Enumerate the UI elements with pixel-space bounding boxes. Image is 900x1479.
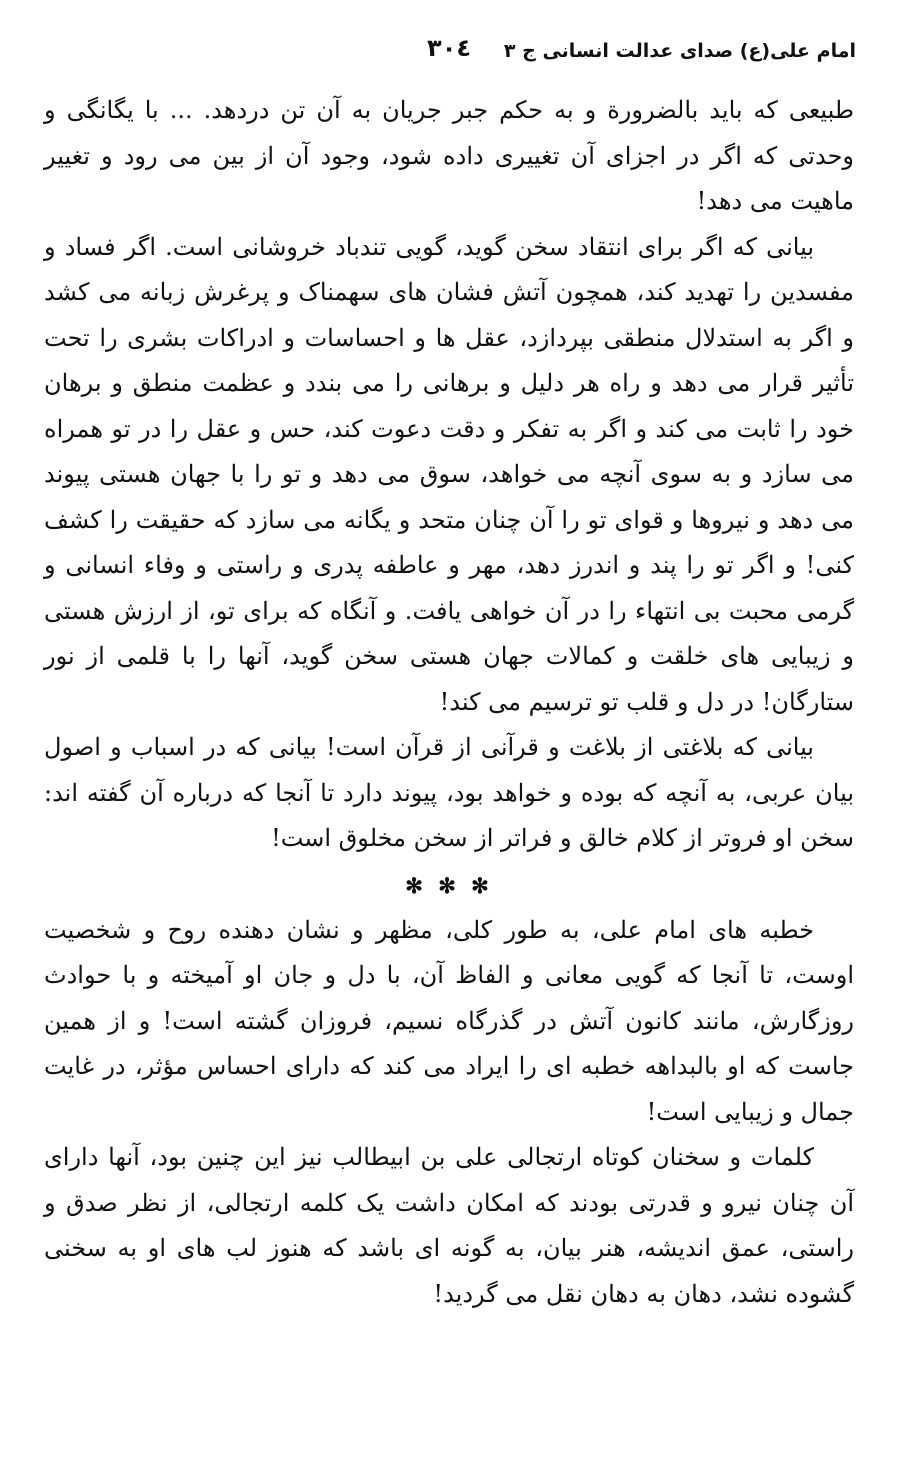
- running-title: امام علی(ع) صدای عدالت انسانی ج ۳: [503, 40, 856, 62]
- paragraph-eloquence: بیانی که اگر برای انتقاد سخن گوید، گویی تندباد خروشانی است. اگر فساد و مفسدین را تهدید کند، همچون آتش فشان های سهمناک و پرغرش زبانه می کشد و اگر به استدلال منطقی بپردازد، عقل ها و احساسات و ادراکات بشری را تحت تأثیر قرار می دهد و راه هر دلیل و برهانی را می بندد و عظمت منطق و برهان خود را ثابت می کند و اگر به تفکر و دقت دعوت کند، حس و عقل را در تو همراه می سازد و به سوی آنچه می خواهد، سوق می دهد و تو را با جهان هستی پیوند می دهد و نیروها و قوای تو را آن چنان متحد و یگانه می سازد که حقیقت را کشف کنی! و اگر تو را پند و اندرز دهد، مهر و عاطفه پدری و راستی و وفاء انسانی و گرمی محبت بی انتهاء را در آن خواهی یافت. و آنگاه که برای تو، از ارزش هستی و زیبایی های خلقت و کمالات جهان هستی سخن گوید، آنها را با قلمی از نور ستارگان! در دل و قلب تو ترسیم می کند!: [44, 232, 855, 716]
- paragraph-rhetoric: بیانی که بلاغتی از بلاغت و قرآنی از قرآن است! بیانی که در اسباب و اصول بیان عربی، به آنچه که بوده و خواهد بود، پیوند دارد تا آنجا که درباره آن گفته اند: سخن او فروتر از کلام خالق و فراتر از سخن مخلوق است!: [44, 733, 854, 852]
- paragraph-sermons: خطبه های امام علی، به طور کلی، مظهر و نشان دهنده روح و شخصیت اوست، تا آنجا که گویی معانی و الفاظ آن، با دل و جان او آمیخته و با حوادث روزگارش، مانند کانون آتش در گذرگاه نسیم، فروزان گشته است! و از همین جاست که او بالبداهه خطبه ای را ایراد می کند که دارای احساس مؤثر، در غایت جمال و زیبایی است!: [44, 915, 854, 1126]
- body-text: [44, 88, 854, 1317]
- section-separator: ✻ ✻ ✻: [405, 872, 493, 898]
- page-number: ۳۰٤: [427, 34, 471, 62]
- paragraph-continuation: طبیعی که باید بالضرورة و به حکم جبر جریان به آن تن دردهد. ... با یگانگی و وحدتی که اگر در اجزای آن تغییری داده شود، وجود آن از بین می رود و تغییر ماهیت می دهد!: [44, 96, 854, 215]
- page-header: [44, 34, 856, 74]
- paragraph-short-sayings: کلمات و سخنان کوتاه ارتجالی علی بن ابیطالب نیز این چنین بود، آنها دارای آن چنان نیرو و قدرتی بودند که امکان داشت یک کلمه ارتجالی، از نظر صدق و راستی، عمق اندیشه، هنر بیان، به گونه ای باشد که هنوز لب های او به سخنی گشوده نشد، دهان به دهان نقل می گردید!: [44, 1143, 854, 1308]
